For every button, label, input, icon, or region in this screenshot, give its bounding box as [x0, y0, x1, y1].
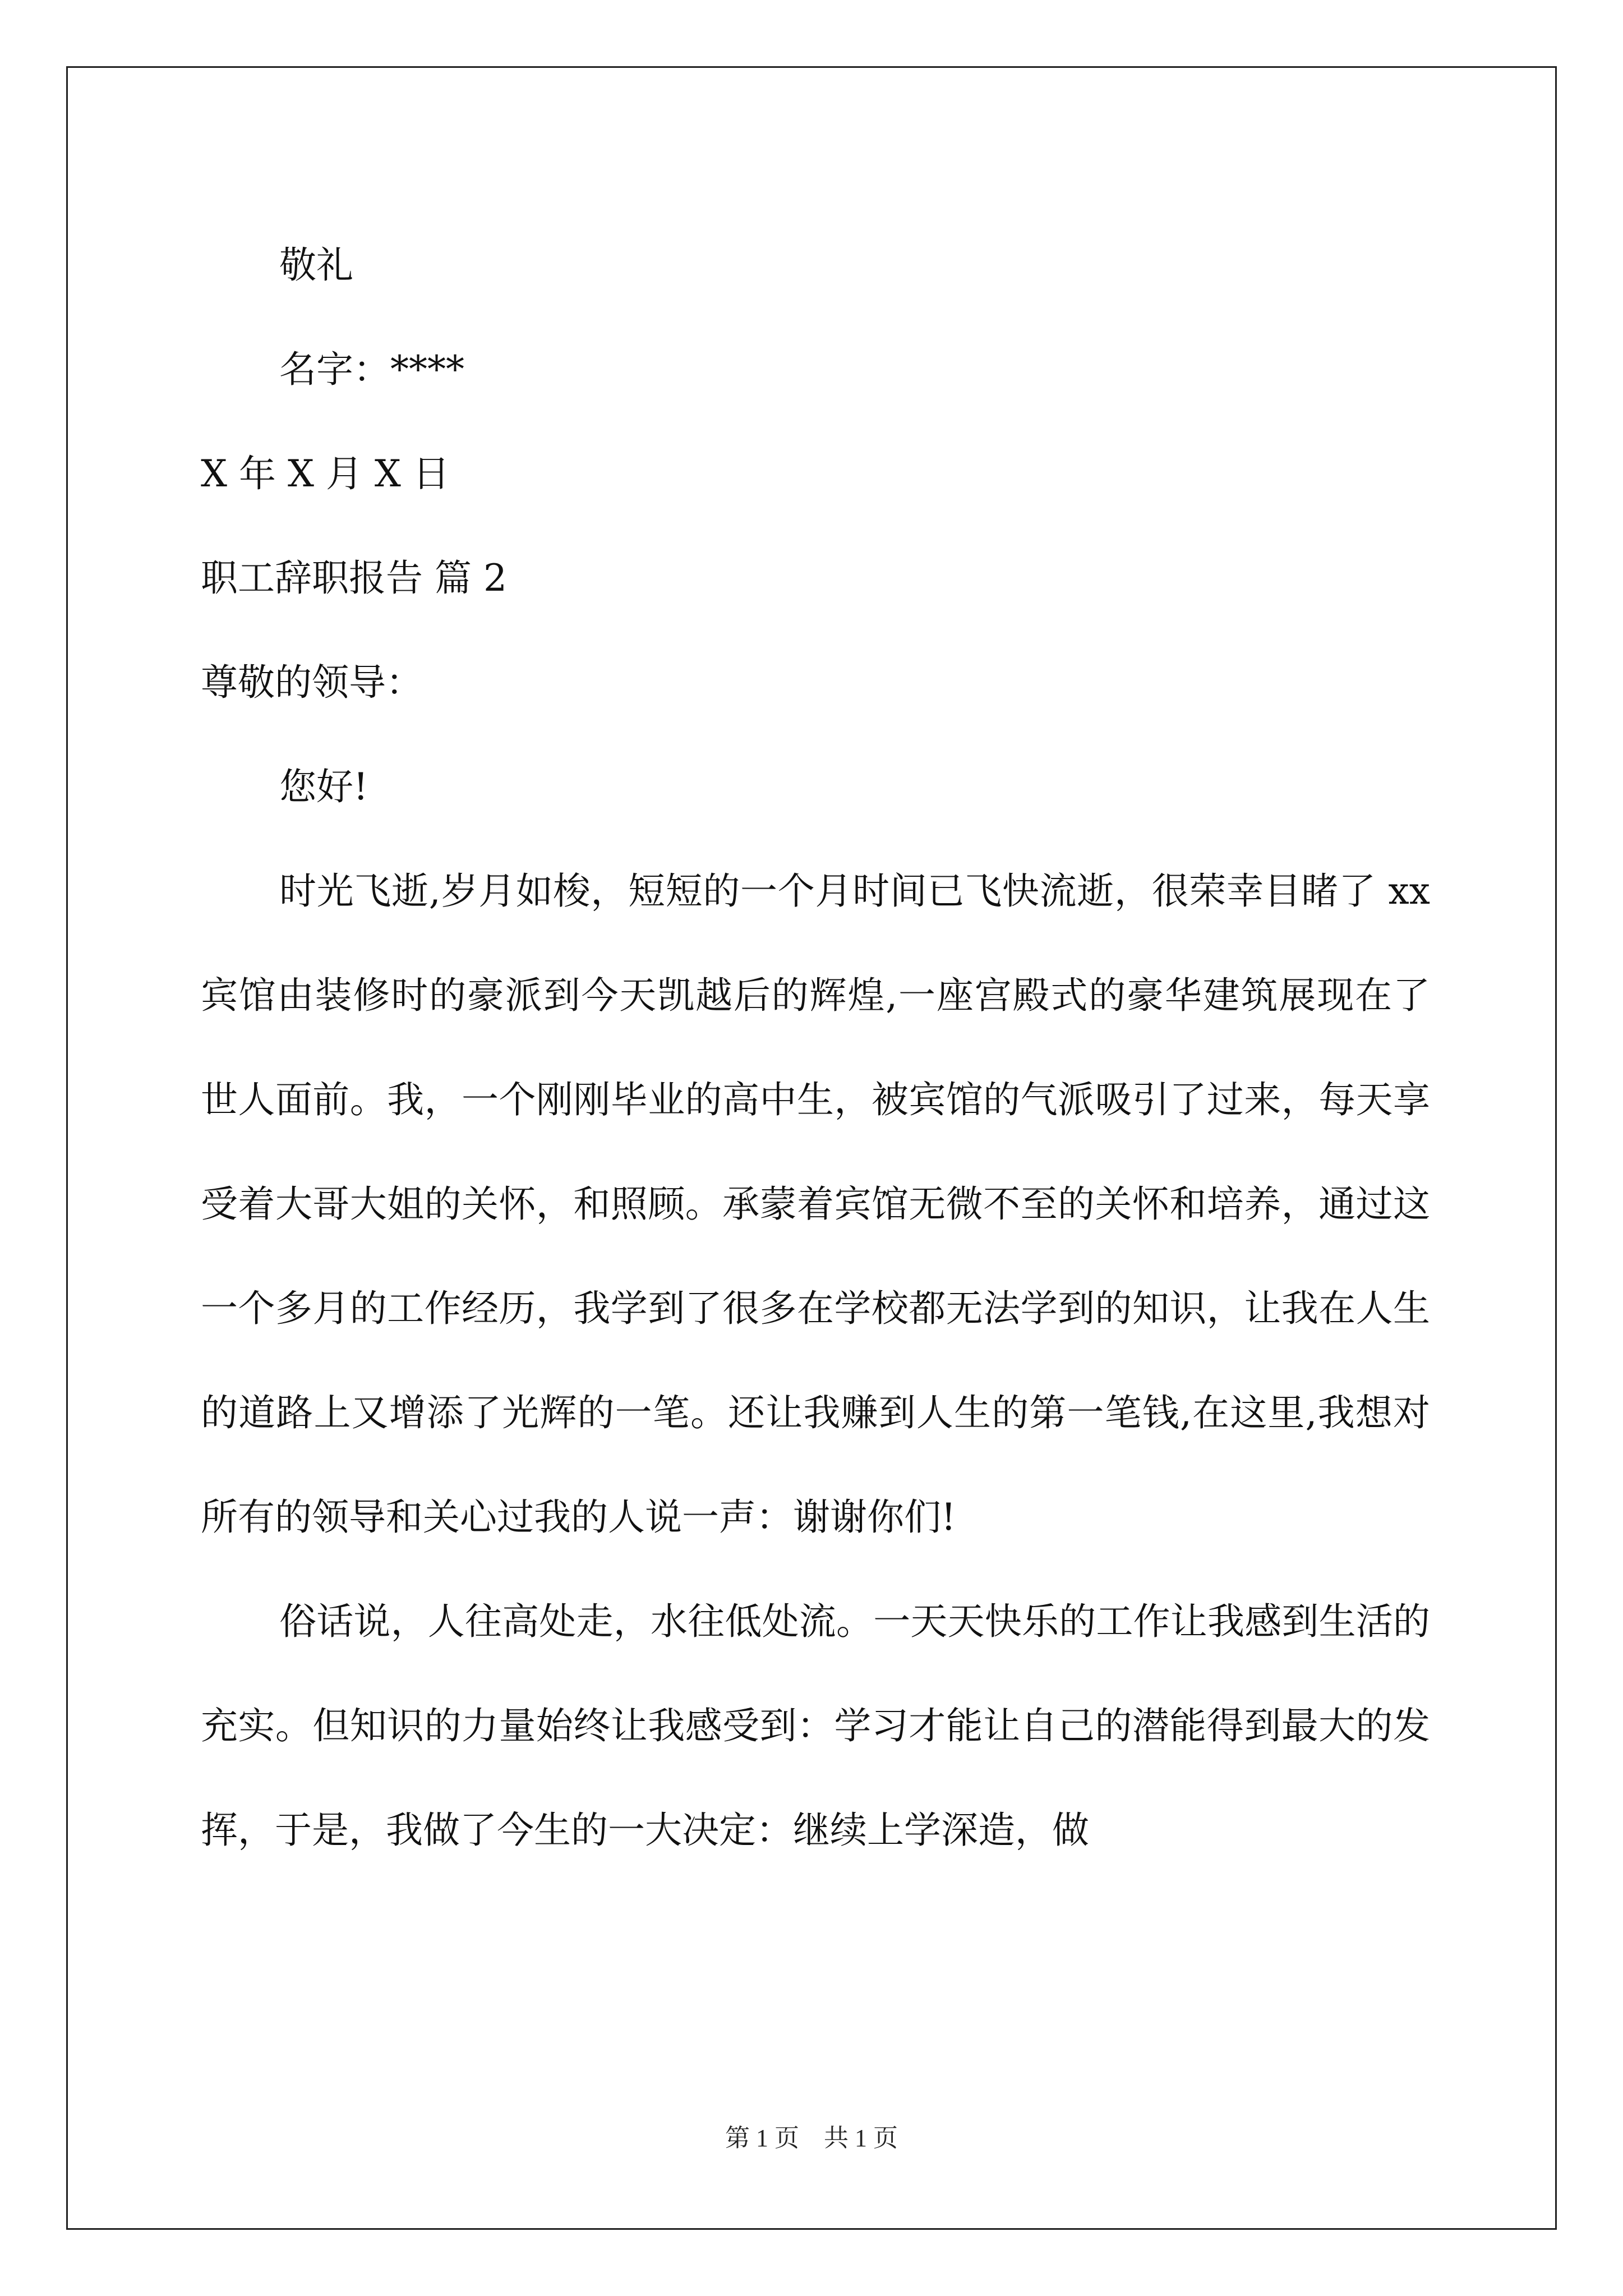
paragraph: 俗话说，人往高处走，水往低处流。一天天快乐的工作让我感到生活的充实。但知识的力量始终让我感受到：学习才能让自己的潜能得到最大的发挥，于是，我做了今生的一大决定：继续上学深造，做 — [201, 1600, 1430, 1852]
closing-line: 敬礼 — [279, 243, 353, 287]
salutation: 尊敬的领导： — [201, 661, 423, 704]
page-footer: 第 1 页 共 1 页 — [725, 2124, 898, 2152]
name-line: 名字：**** — [279, 348, 464, 391]
greeting: 您好! — [279, 765, 368, 808]
document-body — [201, 213, 1430, 1883]
section-title: 职工辞职报告 篇 2 — [201, 556, 507, 600]
date-line: X 年 X 月 X 日 — [201, 452, 450, 495]
paragraph: 时光飞逝,岁月如梭，短短的一个月时间已飞快流逝，很荣幸目睹了 xx 宾馆由装修时的豪派到今天凯越后的辉煌,一座宫殿式的豪华建筑展现在了世人面前。我，一个刚刚毕业的高中生，被宾馆的气派吸引了过来，每天享受着大哥大姐的关怀，和照顾。承蒙着宾馆无微不至的关怀和培养，通过这一个多月的工作经历，我学到了很多在学校都无法学到的知识，让我在人生的道路上又增添了光辉的一笔。还让我赚到人生的第一笔钱,在这里,我想对所有的领导和关心过我的人说一声：谢谢你们! — [201, 869, 1430, 1539]
